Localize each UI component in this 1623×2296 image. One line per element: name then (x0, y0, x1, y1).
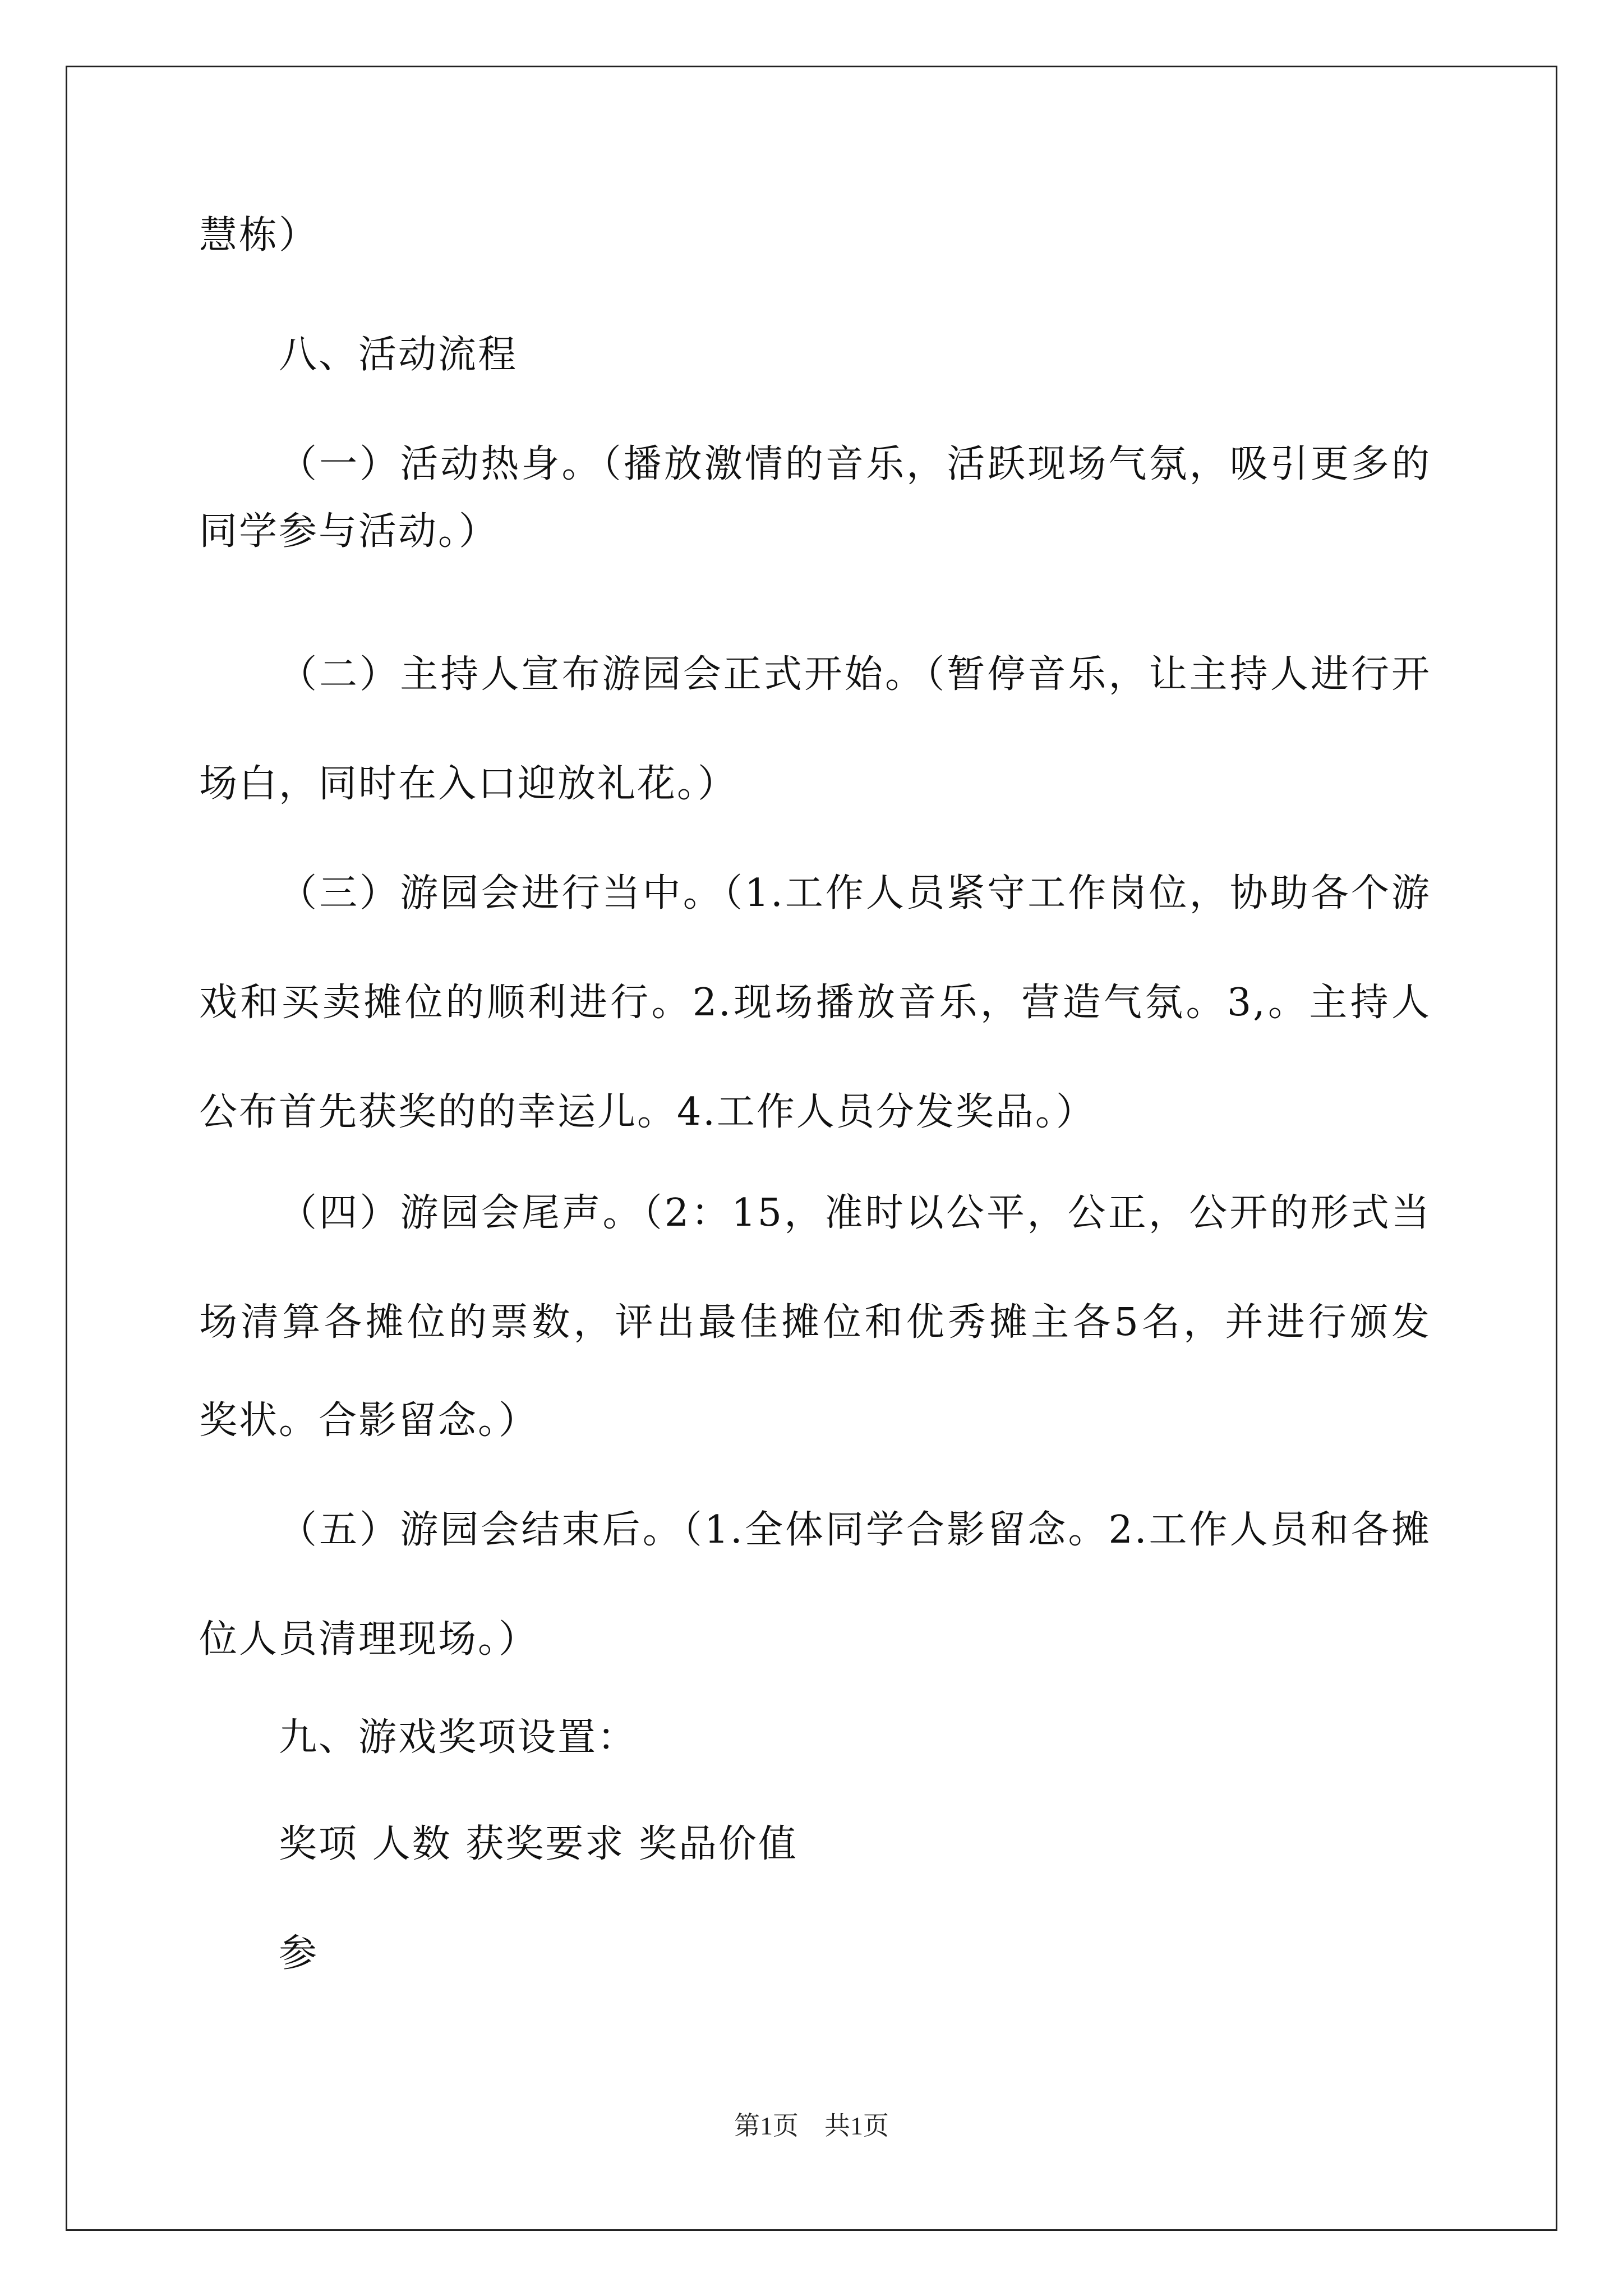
page-footer: 第1页 共1页 (734, 2111, 889, 2140)
text-line: 同学参与活动。） (199, 509, 499, 554)
text-line: 戏和买卖摊位的顺利进行。2.现场播放音乐，营造气氛。3,。主持人 (199, 981, 1431, 1025)
text-line: （二）主持人宣布游园会正式开始。（暂停音乐，让主持人进行开 (279, 652, 1431, 697)
text-line: 位人员清理现场。） (199, 1617, 539, 1662)
section-heading: 九、游戏奖项设置： (279, 1715, 638, 1760)
text-line: 奖项 人数 获奖要求 奖品价值 (279, 1822, 798, 1866)
section-heading: 八、活动流程 (279, 333, 518, 377)
text-line: （四）游园会尾声。（2：15，准时以公平，公正，公开的形式当 (279, 1191, 1431, 1235)
text-line: 慧栋） (199, 213, 319, 257)
text-line: （三）游园会进行当中。（1.工作人员紧守工作岗位，协助各个游 (279, 871, 1431, 915)
text-line: （一）活动热身。（播放激情的音乐，活跃现场气氛，吸引更多的 (279, 442, 1431, 486)
text-line: （五）游园会结束后。（1.全体同学合影留念。2.工作人员和各摊 (279, 1508, 1431, 1552)
page-border (66, 66, 1557, 2231)
text-line: 公布首先获奖的的幸运儿。4.工作人员分发奖品。） (199, 1090, 1096, 1134)
text-line: 场白，同时在入口迎放礼花。） (199, 762, 738, 806)
text-line: 参 (279, 1931, 319, 1976)
text-line: 场清算各摊位的票数，评出最佳摊位和优秀摊主各5名，并进行颁发 (199, 1300, 1431, 1345)
text-line: 奖状。合影留念。） (199, 1398, 539, 1443)
